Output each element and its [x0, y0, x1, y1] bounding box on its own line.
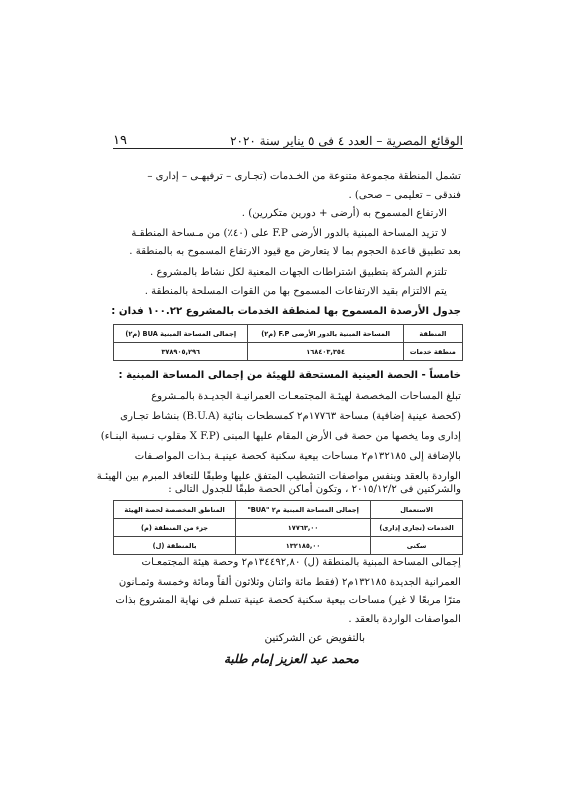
table-header: المساحة المبنية بالدور الأرضى F.P (م٢) — [248, 325, 403, 343]
closing-line: مترًا مربعًا لا غير) مساحات بيعية سكنية كحصة عينية تسلم فى نهاية المشروع بذات — [115, 595, 461, 606]
table-row — [114, 343, 463, 361]
table-cell: الخدمات (تجارى إدارى) — [371, 519, 463, 537]
table-cell: ١٦٨٤٠٣,٣٥٤ — [248, 343, 403, 361]
body-line: بعد تطبيق قاعدة الحجوم بما لا يتعارض مع قيود الارتفاع المسموح به بالمنطقة . — [129, 246, 461, 257]
body-line: تشمل المنطقة مجموعة متنوعة من الخـدمات (تجـارى – ترفيهـى – إدارى – — [147, 171, 461, 182]
table-cell: ٣٧٨٩٠٥,٢٩٦ — [114, 343, 248, 361]
section-line: والشركتين فى ٢٠١٥/١٢/٢ ، وتكون أماكن الحصة طبقًا للجدول التالى : — [168, 484, 461, 495]
section-line: إدارى وما يخصها من حصة فى الأرض المقام عليها المبنى (X F.P مقلوب نـسبة البنـاء) — [100, 431, 461, 442]
section-line: الواردة بالعقد وبنفس مواصفات التشطيب المتفق عليها وطبقًا للتعاقد المبرم بين الهيئـة — [96, 471, 461, 482]
table-cell: ١٣٢١٨٥,٠٠ — [236, 537, 371, 555]
table-header: المناطق المخصصة لحصة الهيئة — [114, 501, 236, 519]
section-line: (كحصة عينية إضافية) مساحة ١٧٧٦٣م٢ كمسطحات بنائية (B.U.A) بنشاط تجـارى — [120, 411, 461, 422]
table-cell: بالمنطقة (ل) — [114, 537, 236, 555]
table-cell: ١٧٧٦٣,٠٠ — [236, 519, 371, 537]
signature-name: محمد عبد العزيز إمام طلبة — [224, 652, 359, 666]
section-heading: خامساً - الحصة العينية المستحقة للهيئة من إجمالى المساحة المبنية : — [118, 370, 461, 381]
body-line: فندقى – تعليمى – صحى) . — [348, 190, 461, 201]
services-table — [113, 324, 463, 361]
table-header: إجمالى المساحة المبنية BUA (م٢) — [114, 325, 248, 343]
table-row — [114, 519, 463, 537]
signature-authorization: بالتفويض عن الشركتين — [264, 632, 365, 644]
table-cell: جزء من المنطقة (م) — [114, 519, 236, 537]
section-line: بالإضافة إلى ١٣٢١٨٥م٢ مساحات بيعية سكنية كحصة عينيـة بـذات المواصـفات — [134, 451, 461, 462]
body-line: الارتفاع المسموح به (أرضى + دورين متكررين) . — [241, 208, 447, 219]
body-line: يتم الالتزام بقيد الارتفاعات المسموح بها من القوات المسلحة بالمنطقة . — [144, 286, 447, 297]
table-header: الاستعمال — [371, 501, 463, 519]
table-header: إجمالى المساحة المبنية م٢ "BUA" — [236, 501, 371, 519]
header-title: الوقائع المصرية – العدد ٤ فى ٥ يناير سنة ٢٠٢٠ — [230, 134, 463, 148]
page-header — [113, 128, 463, 149]
closing-line: العمرانية الجديدة ١٣٢١٨٥م٢ (فقط مائة واثنان وثلاثون ألفاً ومائة وخمسة وثمـانون — [118, 577, 461, 588]
table1-title: جدول الأرصدة المسموح بها لمنطقة الخدمات بالمشروع ١٠٠.٢٢ فدان : — [111, 306, 461, 317]
body-line: تلتزم الشركة بتطبيق اشتراطات الجهات المعنية لكل نشاط بالمشروع . — [150, 267, 447, 278]
table-cell: منطقة خدمات — [403, 343, 462, 361]
allocation-table — [113, 500, 463, 555]
table-row — [114, 537, 463, 555]
table-header: المنطقة — [403, 325, 462, 343]
closing-line: إجمالى المساحة المبنية بالمنطقة (ل) ١٣٤٤٩٢,٨٠م٢ وحصة هيئة المجتمعـات — [141, 557, 461, 568]
page-number: ١٩ — [113, 133, 127, 148]
closing-line: المواصفات الواردة بالعقد . — [348, 614, 461, 625]
body-line: لا تزيد المساحة المبنية بالدور الأرضى F.P على (٤٠٪) من مـساحة المنطقـة — [131, 228, 447, 239]
section-line: تبلغ المساحات المخصصة لهيئـة المجتمعـات العمرانيـة الجديـدة بالمـشروع — [151, 391, 461, 402]
table-cell: سكنى — [371, 537, 463, 555]
